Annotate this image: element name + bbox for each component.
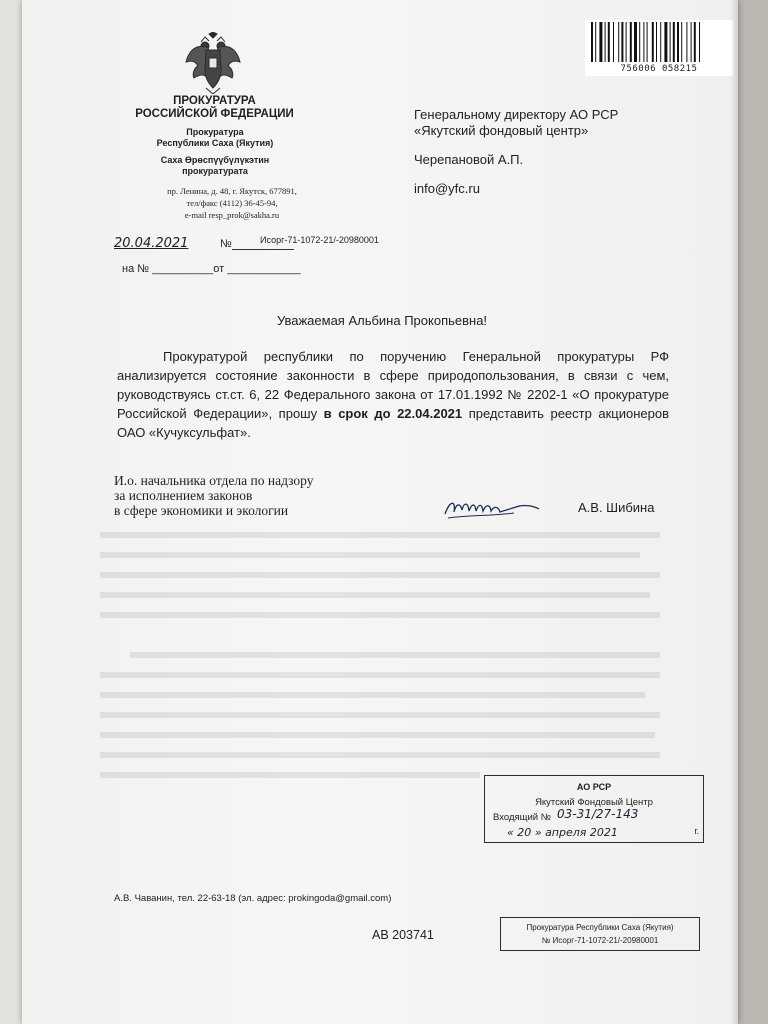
stamp-name: Якутский Фондовый Центр (535, 797, 653, 808)
recipient-company: «Якутский фондовый центр» (414, 123, 589, 138)
recipient-name: Черепановой А.П. (414, 152, 524, 167)
letter-sheet (22, 0, 738, 1024)
address-line: пр. Ленина, д. 48, г. Якутск, 677891, (167, 186, 297, 196)
position-line: И.о. начальника отдела по надзору (114, 473, 314, 488)
stamp-incoming-label: Входящий № (493, 812, 551, 823)
letter-body (117, 347, 669, 442)
form-serial-number: АВ 203741 (372, 928, 434, 942)
registration-box (500, 917, 700, 951)
registration-number: № Исорг-71-1072-21/-20980001 (541, 936, 659, 945)
reply-reference: на № __________от ____________ (122, 263, 301, 275)
barcode-number: 756006 058215 (620, 64, 698, 74)
deadline-text: в срок до 22.04.2021 (323, 406, 463, 421)
incoming-stamp (484, 775, 704, 843)
coat-of-arms-icon (184, 32, 242, 94)
org-header-line: ПРОКУРАТУРА (173, 95, 256, 107)
position-line: в сфере экономики и экологии (114, 503, 289, 518)
barcode-bars-icon (591, 22, 727, 62)
org-header-main (92, 95, 337, 121)
number-sign: № (220, 238, 232, 250)
recipient-email: info@yfc.ru (414, 181, 480, 196)
recipient-block (414, 107, 694, 197)
signer-position (114, 473, 394, 518)
org-address (132, 185, 332, 221)
org-header-regional (110, 127, 320, 149)
org-yakut-line: прокуратурата (182, 166, 248, 176)
recipient-title: Генеральному директору АО РСР (414, 107, 619, 122)
body-text-part: Прокуратурой республики по поручению Генеральной прокуратуры РФ анализируется состояние законности в сфере природопользования, в связи с чем, руководствуясь ст.ст. 6, 22 Федерального закона от 17.01.1992 № 2202-1 «О прокуратуре Российской Федерации», прошу (117, 349, 669, 421)
greeting: Уважаемая Альбина Прокопьевна! (276, 313, 488, 328)
position-line: за исполнением законов (114, 488, 253, 503)
address-line: тел/факс (4112) 36-45-94, (186, 198, 278, 208)
address-email: e-mail resp_prok@sakha.ru (184, 210, 280, 220)
handwritten-signature (442, 494, 542, 524)
outgoing-number: Исорг-71-1072-21/-20980001 (260, 235, 379, 245)
org-header-line: РОССИЙСКОЙ ФЕДЕРАЦИИ (135, 108, 294, 120)
org-header-yakut (110, 155, 320, 177)
barcode (585, 20, 733, 76)
stamp-year-suffix: г. (694, 826, 699, 836)
org-yakut-line: Саха Өрөспүүбүлүкэтин (160, 155, 270, 165)
dispatch-date: 20.04.2021 (114, 236, 189, 251)
stamp-incoming-number: 03-31/27-143 (557, 807, 639, 821)
stamp-org: АО РСР (576, 782, 612, 792)
signer-name: А.В. Шибина (578, 500, 655, 515)
org-regional-line: Республики Саха (Якутия) (156, 138, 274, 148)
stamp-date: « 20 » апреля 2021 (507, 826, 618, 839)
registration-org: Прокуратура Республики Саха (Якутия) (526, 923, 674, 932)
executor-contact: А.В. Чаванин, тел. 22-63-18 (эл. адрес: prokingoda@gmail.com) (114, 893, 392, 904)
body-text-part: представить реестр акционеров ОАО «Кучуксульфат». (117, 406, 670, 440)
number-underline (232, 249, 294, 250)
org-regional-line: Прокуратура (186, 127, 244, 137)
